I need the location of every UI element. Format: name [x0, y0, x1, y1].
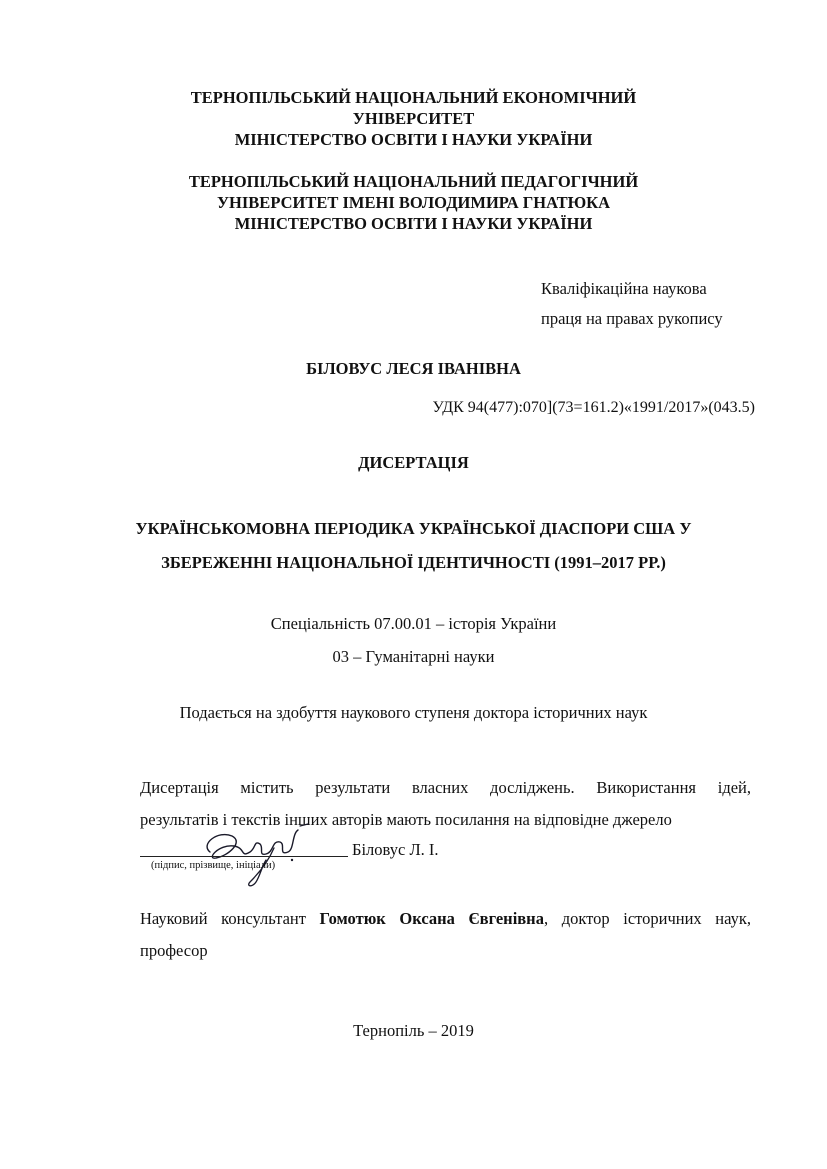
- declaration-line-2: результатів і текстів інших авторів мають посилання на відповідне джерело: [140, 810, 672, 829]
- udc-code: УДК 94(477):070](73=161.2)«1991/2017»(043.5): [432, 399, 755, 416]
- signature-line: [140, 856, 348, 857]
- consultant-suffix: , доктор історичних наук,: [543, 909, 751, 928]
- place-year: Тернопіль – 2019: [353, 1021, 474, 1040]
- signature-caption: (підпис, прізвище, ініціали): [151, 860, 276, 871]
- specialty-line-1: Спеціальність 07.00.01 – історія України: [270, 614, 557, 633]
- consultant-name: Гомотюк Оксана Євгенівна: [319, 909, 544, 928]
- consultant-line-2: професор: [140, 941, 208, 960]
- qualification-line-2: праця на правах рукопису: [541, 309, 723, 328]
- qualification-line-1: Кваліфікаційна наукова: [541, 279, 707, 298]
- university-2-line-2: УНІВЕРСИТЕТ ІМЕНІ ВОЛОДИМИРА ГНАТЮКА: [216, 193, 611, 212]
- author-name: БІЛОВУС ЛЕСЯ ІВАНІВНА: [306, 359, 521, 378]
- university-block-1: [0, 87, 827, 150]
- handwritten-signature: [188, 822, 318, 894]
- consultant-prefix: Науковий консультант: [140, 909, 306, 928]
- consultant-line-1: [140, 903, 751, 935]
- specialty-block: [0, 607, 827, 673]
- ministry-1: МІНІСТЕРСТВО ОСВІТИ І НАУКИ УКРАЇНИ: [234, 130, 593, 149]
- signatory-name: Біловус Л. І.: [352, 840, 439, 859]
- scientific-consultant: [140, 903, 751, 967]
- university-block-2: [0, 171, 827, 234]
- degree-statement: Подається на здобуття наукового ступеня доктора історичних наук: [179, 703, 648, 722]
- dissertation-title: [0, 512, 827, 580]
- university-2-line-1: ТЕРНОПІЛЬСЬКИЙ НАЦІОНАЛЬНИЙ ПЕДАГОГІЧНИЙ: [188, 172, 639, 191]
- document-type: ДИСЕРТАЦІЯ: [358, 453, 469, 472]
- declaration-line-1: Дисертація містить результати власних досліджень. Використання ідей,: [140, 778, 751, 797]
- university-1-line-2: УНІВЕРСИТЕТ: [352, 109, 475, 128]
- title-line-1: УКРАЇНСЬКОМОВНА ПЕРІОДИКА УКРАЇНСЬКОЇ ДІАСПОРИ США У: [135, 519, 692, 538]
- ministry-2: МІНІСТЕРСТВО ОСВІТИ І НАУКИ УКРАЇНИ: [234, 214, 593, 233]
- title-line-2: ЗБЕРЕЖЕННІ НАЦІОНАЛЬНОЇ ІДЕНТИЧНОСТІ (1991–2017 РР.): [161, 553, 666, 572]
- qualification-note: [541, 274, 723, 334]
- university-1-line-1: ТЕРНОПІЛЬСЬКИЙ НАЦІОНАЛЬНИЙ ЕКОНОМІЧНИЙ: [190, 88, 637, 107]
- specialty-line-2: 03 – Гуманітарні науки: [332, 647, 495, 666]
